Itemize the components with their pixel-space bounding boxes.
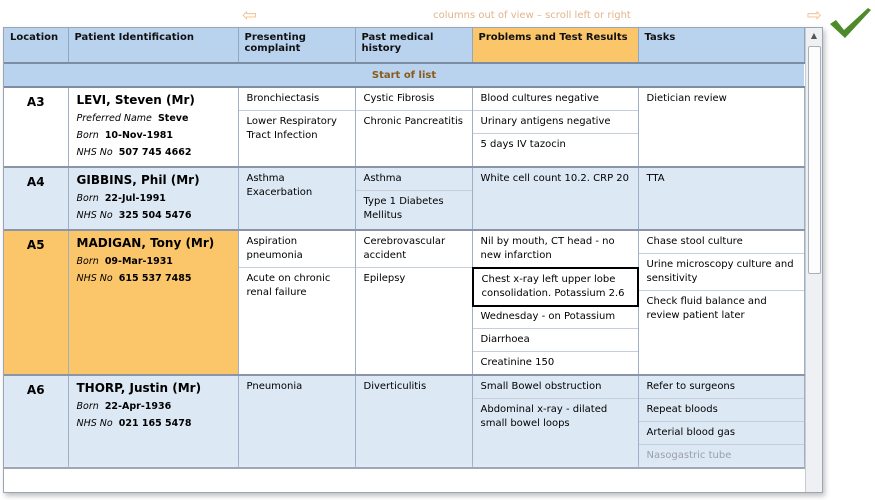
patient-detail-line (77, 190, 230, 207)
problem-item[interactable]: Nil by mouth, CT head - no new infarction (473, 231, 638, 268)
problem-item[interactable]: Creatinine 150 (480, 357, 555, 368)
problem-item[interactable]: White cell count 10.2. CRP 20 (480, 173, 630, 184)
task-item[interactable]: Refer to surgeons (639, 376, 804, 399)
patient-detail-line (77, 415, 230, 432)
column-header-history[interactable]: Past medical history (355, 28, 472, 63)
patient-info (69, 376, 238, 437)
task-item[interactable]: Nasogastric tube (646, 450, 732, 461)
patient-detail-value: 22-Jul-1991 (104, 193, 166, 204)
patient-detail-value: 615 537 7485 (118, 273, 192, 284)
complaint-item[interactable]: Pneumonia (246, 381, 303, 392)
patient-name: MADIGAN, Tony (Mr) (76, 236, 215, 250)
history-cell (355, 375, 472, 468)
patient-info (69, 88, 238, 166)
patient-detail-label: Preferred Name (76, 113, 152, 124)
history-item[interactable]: Epilepsy (363, 273, 406, 284)
complaint-cell (238, 230, 355, 375)
task-item[interactable]: Arterial blood gas (639, 422, 804, 445)
patient-detail-value: 22-Apr-1936 (104, 401, 172, 412)
patient-detail-line (77, 253, 230, 270)
tasks-cell (638, 167, 804, 230)
history-cell (355, 230, 472, 375)
patient-name: LEVI, Steven (Mr) (76, 93, 195, 107)
history-item[interactable]: Asthma (356, 168, 472, 191)
problem-item[interactable]: Urinary antigens negative (473, 111, 638, 134)
patient-detail-label: NHS No (76, 418, 113, 429)
tasks-cell (638, 87, 804, 167)
patient-detail-label: NHS No (76, 210, 113, 221)
problem-item[interactable]: Blood cultures negative (473, 88, 638, 111)
task-item[interactable]: Dietician review (646, 93, 727, 104)
checkmark-icon (828, 6, 872, 40)
patient-detail-value: 09-Mar-1931 (104, 256, 173, 267)
problem-item[interactable]: 5 days IV tazocin (480, 139, 566, 150)
complaint-cell (238, 87, 355, 167)
column-header-tasks[interactable]: Tasks (638, 28, 804, 63)
right-arrow-icon[interactable]: ⇨ (806, 5, 822, 26)
patient-detail-line (77, 207, 230, 224)
patient-detail-value: 325 504 5476 (118, 210, 192, 221)
task-item[interactable]: Repeat bloods (639, 399, 804, 422)
history-item[interactable]: Cystic Fibrosis (356, 88, 472, 111)
patient-id-cell[interactable] (68, 167, 238, 230)
patient-detail-value: 10-Nov-1981 (104, 130, 174, 141)
patient-row[interactable] (4, 375, 804, 468)
patient-detail-label: Born (76, 401, 99, 412)
patient-detail-line (77, 110, 230, 127)
patient-detail-label: NHS No (76, 147, 113, 158)
history-item[interactable]: Chronic Pancreatitis (363, 116, 463, 127)
patient-detail-label: Born (76, 193, 99, 204)
problem-item[interactable]: Diarrhoea (473, 329, 638, 352)
patient-row[interactable] (4, 167, 804, 230)
task-item[interactable]: TTA (646, 173, 665, 184)
patient-detail-value: Steve (157, 113, 189, 124)
patient-detail-value: 507 745 4662 (118, 147, 192, 158)
scroll-hint-text: columns out of view – scroll left or right (433, 10, 631, 21)
scrollbar-thumb[interactable] (808, 46, 821, 274)
vertical-scrollbar[interactable] (805, 28, 822, 492)
patient-info (69, 168, 238, 229)
problems-cell (472, 230, 638, 375)
start-of-list-label: Start of list (4, 63, 804, 87)
task-item[interactable]: Check fluid balance and review patient later (646, 296, 767, 321)
patient-table (4, 28, 805, 469)
scroll-up-icon[interactable]: ▲ (810, 31, 818, 40)
task-item[interactable]: Chase stool culture (639, 231, 804, 254)
location-cell: A4 (4, 167, 68, 230)
column-header-complaint[interactable]: Presenting complaint (238, 28, 355, 63)
history-cell (355, 167, 472, 230)
problem-item[interactable]: Small Bowel obstruction (473, 376, 638, 399)
patient-detail-label: Born (76, 130, 99, 141)
location-cell: A5 (4, 230, 68, 375)
column-header-problems[interactable]: Problems and Test Results (472, 28, 638, 63)
patient-row[interactable] (4, 87, 804, 167)
problems-cell (472, 375, 638, 468)
patient-detail-line (77, 144, 230, 161)
problems-cell (472, 87, 638, 167)
problem-item[interactable]: Abdominal x-ray - dilated small bowel loops (480, 404, 608, 429)
history-item[interactable]: Type 1 Diabetes Mellitus (363, 196, 444, 221)
left-arrow-icon[interactable]: ⇦ (242, 5, 258, 26)
patient-list-panel (3, 27, 823, 493)
patient-id-cell[interactable] (68, 230, 238, 375)
complaint-cell (238, 375, 355, 468)
table-header-row (4, 28, 804, 63)
patient-detail-label: Born (76, 256, 99, 267)
complaint-item[interactable]: Bronchiectasis (239, 88, 355, 111)
location-cell: A3 (4, 87, 68, 167)
complaint-item[interactable]: Asthma Exacerbation (246, 173, 313, 198)
patient-detail-value: 021 165 5478 (118, 418, 192, 429)
problem-item[interactable]: Wednesday - on Potassium (473, 306, 638, 329)
patient-detail-line (77, 398, 230, 415)
history-item[interactable]: Cerebrovascular accident (356, 231, 472, 268)
complaint-item[interactable]: Lower Respiratory Tract Infection (246, 116, 337, 141)
patient-detail-line (77, 127, 230, 144)
patient-detail-label: NHS No (76, 273, 113, 284)
column-header-location[interactable]: Location (4, 28, 68, 63)
history-item[interactable]: Diverticulitis (363, 381, 427, 392)
problem-item[interactable]: Chest x-ray left upper lobe consolidation. Potassium 2.6 (472, 267, 639, 307)
problems-cell (472, 167, 638, 230)
patient-name: GIBBINS, Phil (Mr) (76, 173, 200, 187)
tasks-cell (638, 375, 804, 468)
patient-id-cell[interactable] (68, 375, 238, 468)
patient-row[interactable] (4, 230, 804, 375)
scroll-hint (242, 5, 822, 26)
column-header-patient[interactable]: Patient Identification (68, 28, 238, 63)
patient-id-cell[interactable] (68, 87, 238, 167)
complaint-item[interactable]: Aspiration pneumonia (239, 231, 355, 268)
history-cell (355, 87, 472, 167)
start-of-list-row (4, 63, 804, 87)
tasks-cell (638, 230, 804, 375)
task-item[interactable]: Urine microscopy culture and sensitivity (639, 254, 804, 291)
location-cell: A6 (4, 375, 68, 468)
patient-name: THORP, Justin (Mr) (76, 381, 202, 395)
complaint-item[interactable]: Acute on chronic renal failure (246, 273, 331, 298)
patient-info (69, 231, 238, 292)
patient-detail-line (77, 270, 230, 287)
complaint-cell (238, 167, 355, 230)
